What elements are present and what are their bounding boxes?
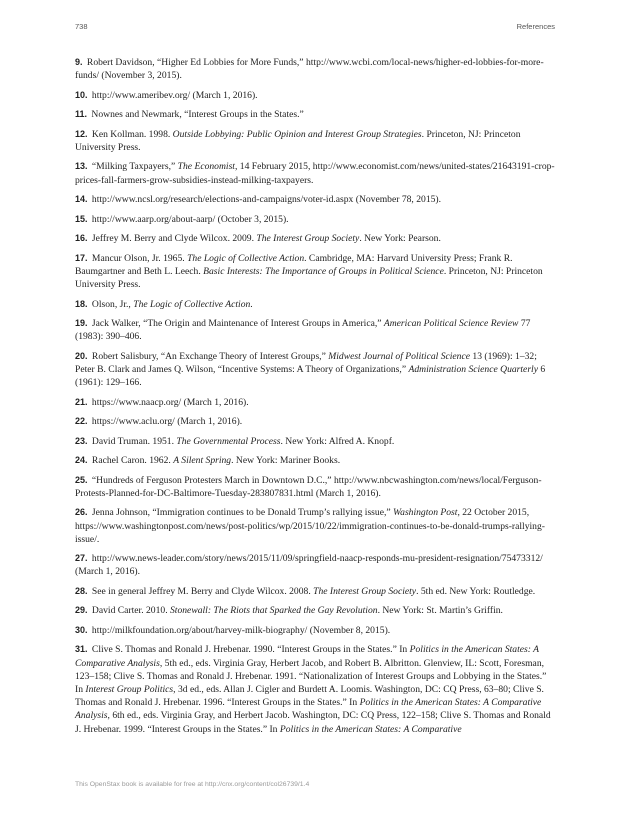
endnote-number: 24. [75, 455, 88, 466]
endnote-text: http://milkfoundation.org/about/harvey-milk-biography/ (November 8, 2015). [91, 624, 391, 636]
endnote-text: Jenna Johnson, “Immigration continues to be Donald Trump’s rallying issue,” [91, 507, 394, 519]
endnote-number: 29. [75, 605, 88, 616]
endnote-italic-title: Interest Group Politics [85, 684, 174, 696]
endnote-italic-title: Midwest Journal of Political Science [328, 350, 470, 362]
endnote-number: 23. [75, 435, 88, 446]
endnote-number: 22. [75, 416, 88, 427]
endnote-number: 14. [75, 194, 88, 205]
endnote-text: http://www.ncsl.org/research/elections-and-campaigns/voter-id.aspx (November 78, 2015). [91, 194, 442, 206]
endnote-italic-title: Politics in the American States: A Comparative [279, 723, 462, 735]
endnote-number: 18. [75, 298, 88, 309]
endnote-text: David Truman. 1951. [91, 435, 177, 447]
endnote-text: , 6th ed., eds. Virginia Gray, and Herbert Jacob. Washington, DC: CQ Press, 122–158; Clive S. Thomas and Ronald J. Hrebenar. 1999. “Interest Groups in the States.” In [75, 710, 551, 735]
endnote-number: 28. [75, 585, 88, 596]
endnote [75, 474, 555, 500]
endnote-number: 31. [75, 644, 88, 655]
endnote-italic-title: Politics in the American States: A Comparative Analysis [75, 697, 542, 722]
page-number: 738 [75, 22, 88, 31]
endnote-text: https://www.aclu.org/ (March 1, 2016). [91, 416, 243, 428]
endnote [75, 552, 555, 578]
endnote-text: See in general Jeffrey M. Berry and Clyde Wilcox. 2008. [91, 585, 314, 597]
endnote [75, 454, 555, 467]
endnote-number: 20. [75, 350, 88, 361]
endnote-italic-title: The Interest Group Society [313, 585, 417, 597]
endnote [75, 193, 555, 206]
endnote-italic-title: Stonewall: The Riots that Sparked the Gay Revolution [170, 605, 378, 617]
endnote [75, 298, 555, 311]
endnote-italic-title: A Silent Spring [173, 455, 232, 467]
endnote-italic-title: The Economist [177, 161, 235, 173]
endnote [75, 160, 555, 186]
endnote-text: . New York: St. Martin’s Griffin. [377, 605, 503, 617]
endnote-number: 10. [75, 89, 88, 100]
endnote-text: David Carter. 2010. [91, 605, 170, 617]
endnote-text: . Princeton, NJ: Princeton University Press. [75, 265, 543, 291]
endnote-text: http://www.ameribev.org/ (March 1, 2016). [91, 89, 258, 101]
endnote-italic-title: Politics in the American States: A Comparative Analysis [75, 644, 539, 669]
endnote-text: Clive S. Thomas and Ronald J. Hrebenar. 1990. “Interest Groups in the States.” In [91, 644, 410, 656]
endnote-italic-title: The Logic of Collective Action [133, 298, 251, 310]
endnote-number: 21. [75, 396, 88, 407]
endnote [75, 415, 555, 428]
endnote-text: 13 (1969): 1–32; Peter B. Clark and James Q. Wilson, “Incentive Systems: A Theory of Organizations,” [75, 350, 537, 375]
endnote-number: 13. [75, 161, 88, 172]
endnote-text: Jeffrey M. Berry and Clyde Wilcox. 2009. [91, 233, 257, 245]
endnote-number: 12. [75, 128, 88, 139]
endnote [75, 396, 555, 409]
endnote-text: . Cambridge, MA: Harvard University Press; Frank R. Baumgartner and Beth L. Leech. [75, 252, 513, 277]
endnote-text: Robert Salisbury, “An Exchange Theory of Interest Groups,” [91, 350, 329, 362]
endnote-text: , 22 October 2015, https://www.washingtonpost.com/news/post-politics/wp/2015/10/22/immigration-continues-to-be-donald-trumps-rallying-issue/. [75, 507, 545, 545]
endnote-text: Ken Kollman. 1998. [91, 128, 173, 140]
endnote-text: “Hundreds of Ferguson Protesters March in Downtown D.C.,” http://www.nbcwashington.com/news/local/Ferguson-Protests-Planned-for-DC-Baltimore-Tuesday-283807831.html (March 1, 2016). [75, 474, 542, 499]
endnote-italic-title: Administration Science Quarterly [408, 363, 538, 375]
endnote [75, 624, 555, 637]
endnote [75, 213, 555, 226]
endnote-italic-title: Basic Interests: The Importance of Groups in Political Science [203, 265, 444, 277]
endnote [75, 643, 555, 735]
endnote [75, 108, 555, 121]
endnote-text: 77 (1983): 390–406. [75, 318, 531, 343]
endnote-text: http://www.news-leader.com/story/news/2015/11/09/springfield-naacp-responds-mu-president-resignation/75473312/ (March 1, 2016). [75, 553, 543, 578]
endnote [75, 252, 555, 292]
endnote [75, 56, 555, 82]
running-head-section: References [516, 22, 555, 31]
endnote-italic-title: The Interest Group Society [256, 233, 360, 245]
endnote-text: . New York: Mariner Books. [231, 455, 341, 467]
endnote [75, 317, 555, 343]
endnote-text: . New York: Alfred A. Knopf. [280, 435, 395, 447]
endnote-text: . New York: Pearson. [359, 233, 441, 245]
endnote [75, 128, 555, 154]
page-footer: This OpenStax book is available for free at http://cnx.org/content/col26739/1.4 [75, 781, 310, 788]
endnote-text: Olson, Jr., [91, 298, 134, 310]
endnote-number: 16. [75, 233, 88, 244]
endnote-number: 19. [75, 318, 88, 329]
endnote-italic-title: American Political Science Review [383, 318, 519, 330]
endnote-number: 9. [75, 57, 83, 67]
endnote-number: 30. [75, 624, 88, 635]
endnote-number: 11. [75, 109, 88, 120]
endnote-number: 25. [75, 474, 88, 485]
endnote-text: , 14 February 2015, http://www.economist.com/news/united-states/21643191-crop-prices-fall-farmers-grow-subsidies-instead-milking-taxpayers. [75, 161, 555, 186]
endnote [75, 350, 555, 390]
endnote-text: , 3d ed., eds. Allan J. Cigler and Burdett A. Loomis. Washington, DC: CQ Press, 63–80; Clive S. Thomas and Ronald J. Hrebenar. 1996. “Interest Groups in the States.” In [75, 684, 544, 709]
endnote [75, 232, 555, 245]
endnote-text: . 5th ed. New York: Routledge. [416, 585, 536, 597]
endnotes-list [75, 56, 555, 742]
endnote-italic-title: The Logic of Collective Action [187, 252, 305, 264]
endnote-text: 6 (1961): 129–166. [75, 363, 546, 389]
page-header [75, 22, 555, 34]
endnote-text: “Milking Taxpayers,” [91, 161, 178, 173]
endnote-italic-title: Outside Lobbying: Public Opinion and Interest Group Strategies [172, 128, 422, 140]
endnote-number: 26. [75, 507, 88, 518]
endnote-text: Robert Davidson, “Higher Ed Lobbies for More Funds,” http://www.wcbi.com/local-news/higher-ed-lobbies-for-more-funds/ (November 3, 2015). [75, 57, 544, 82]
endnote-italic-title: The Governmental Process [176, 435, 281, 447]
endnote [75, 435, 555, 448]
endnote [75, 506, 555, 546]
endnote-italic-title: Washington Post [393, 507, 458, 519]
endnote-text: . Princeton, NJ: Princeton University Press. [75, 128, 521, 153]
endnote-text: https://www.naacp.org/ (March 1, 2016). [91, 396, 249, 408]
endnote-text: Rachel Caron. 1962. [91, 455, 174, 467]
endnote-text: . [250, 298, 253, 310]
endnote-number: 17. [75, 252, 88, 263]
endnote-text: Mancur Olson, Jr. 1965. [91, 252, 188, 264]
endnote [75, 604, 555, 617]
endnote-number: 15. [75, 213, 88, 224]
endnote [75, 585, 555, 598]
endnote-text: http://www.aarp.org/about-aarp/ (October 3, 2015). [91, 213, 289, 225]
endnote-text: Nownes and Newmark, “Interest Groups in the States.” [91, 109, 304, 121]
endnote [75, 89, 555, 102]
endnote-text: , 5th ed., eds. Virginia Gray, Herbert Jacob, and Robert B. Albritton. Glenview, IL: Scott, Foresman, 123–158; Clive S. Thomas and Ronald J. Hrebenar. 1991. “Nationalization of Interest Groups and Lobbying in the States.” In [75, 657, 547, 696]
endnote-number: 27. [75, 553, 88, 564]
endnote-text: Jack Walker, “The Origin and Maintenance of Interest Groups in America,” [91, 318, 384, 330]
